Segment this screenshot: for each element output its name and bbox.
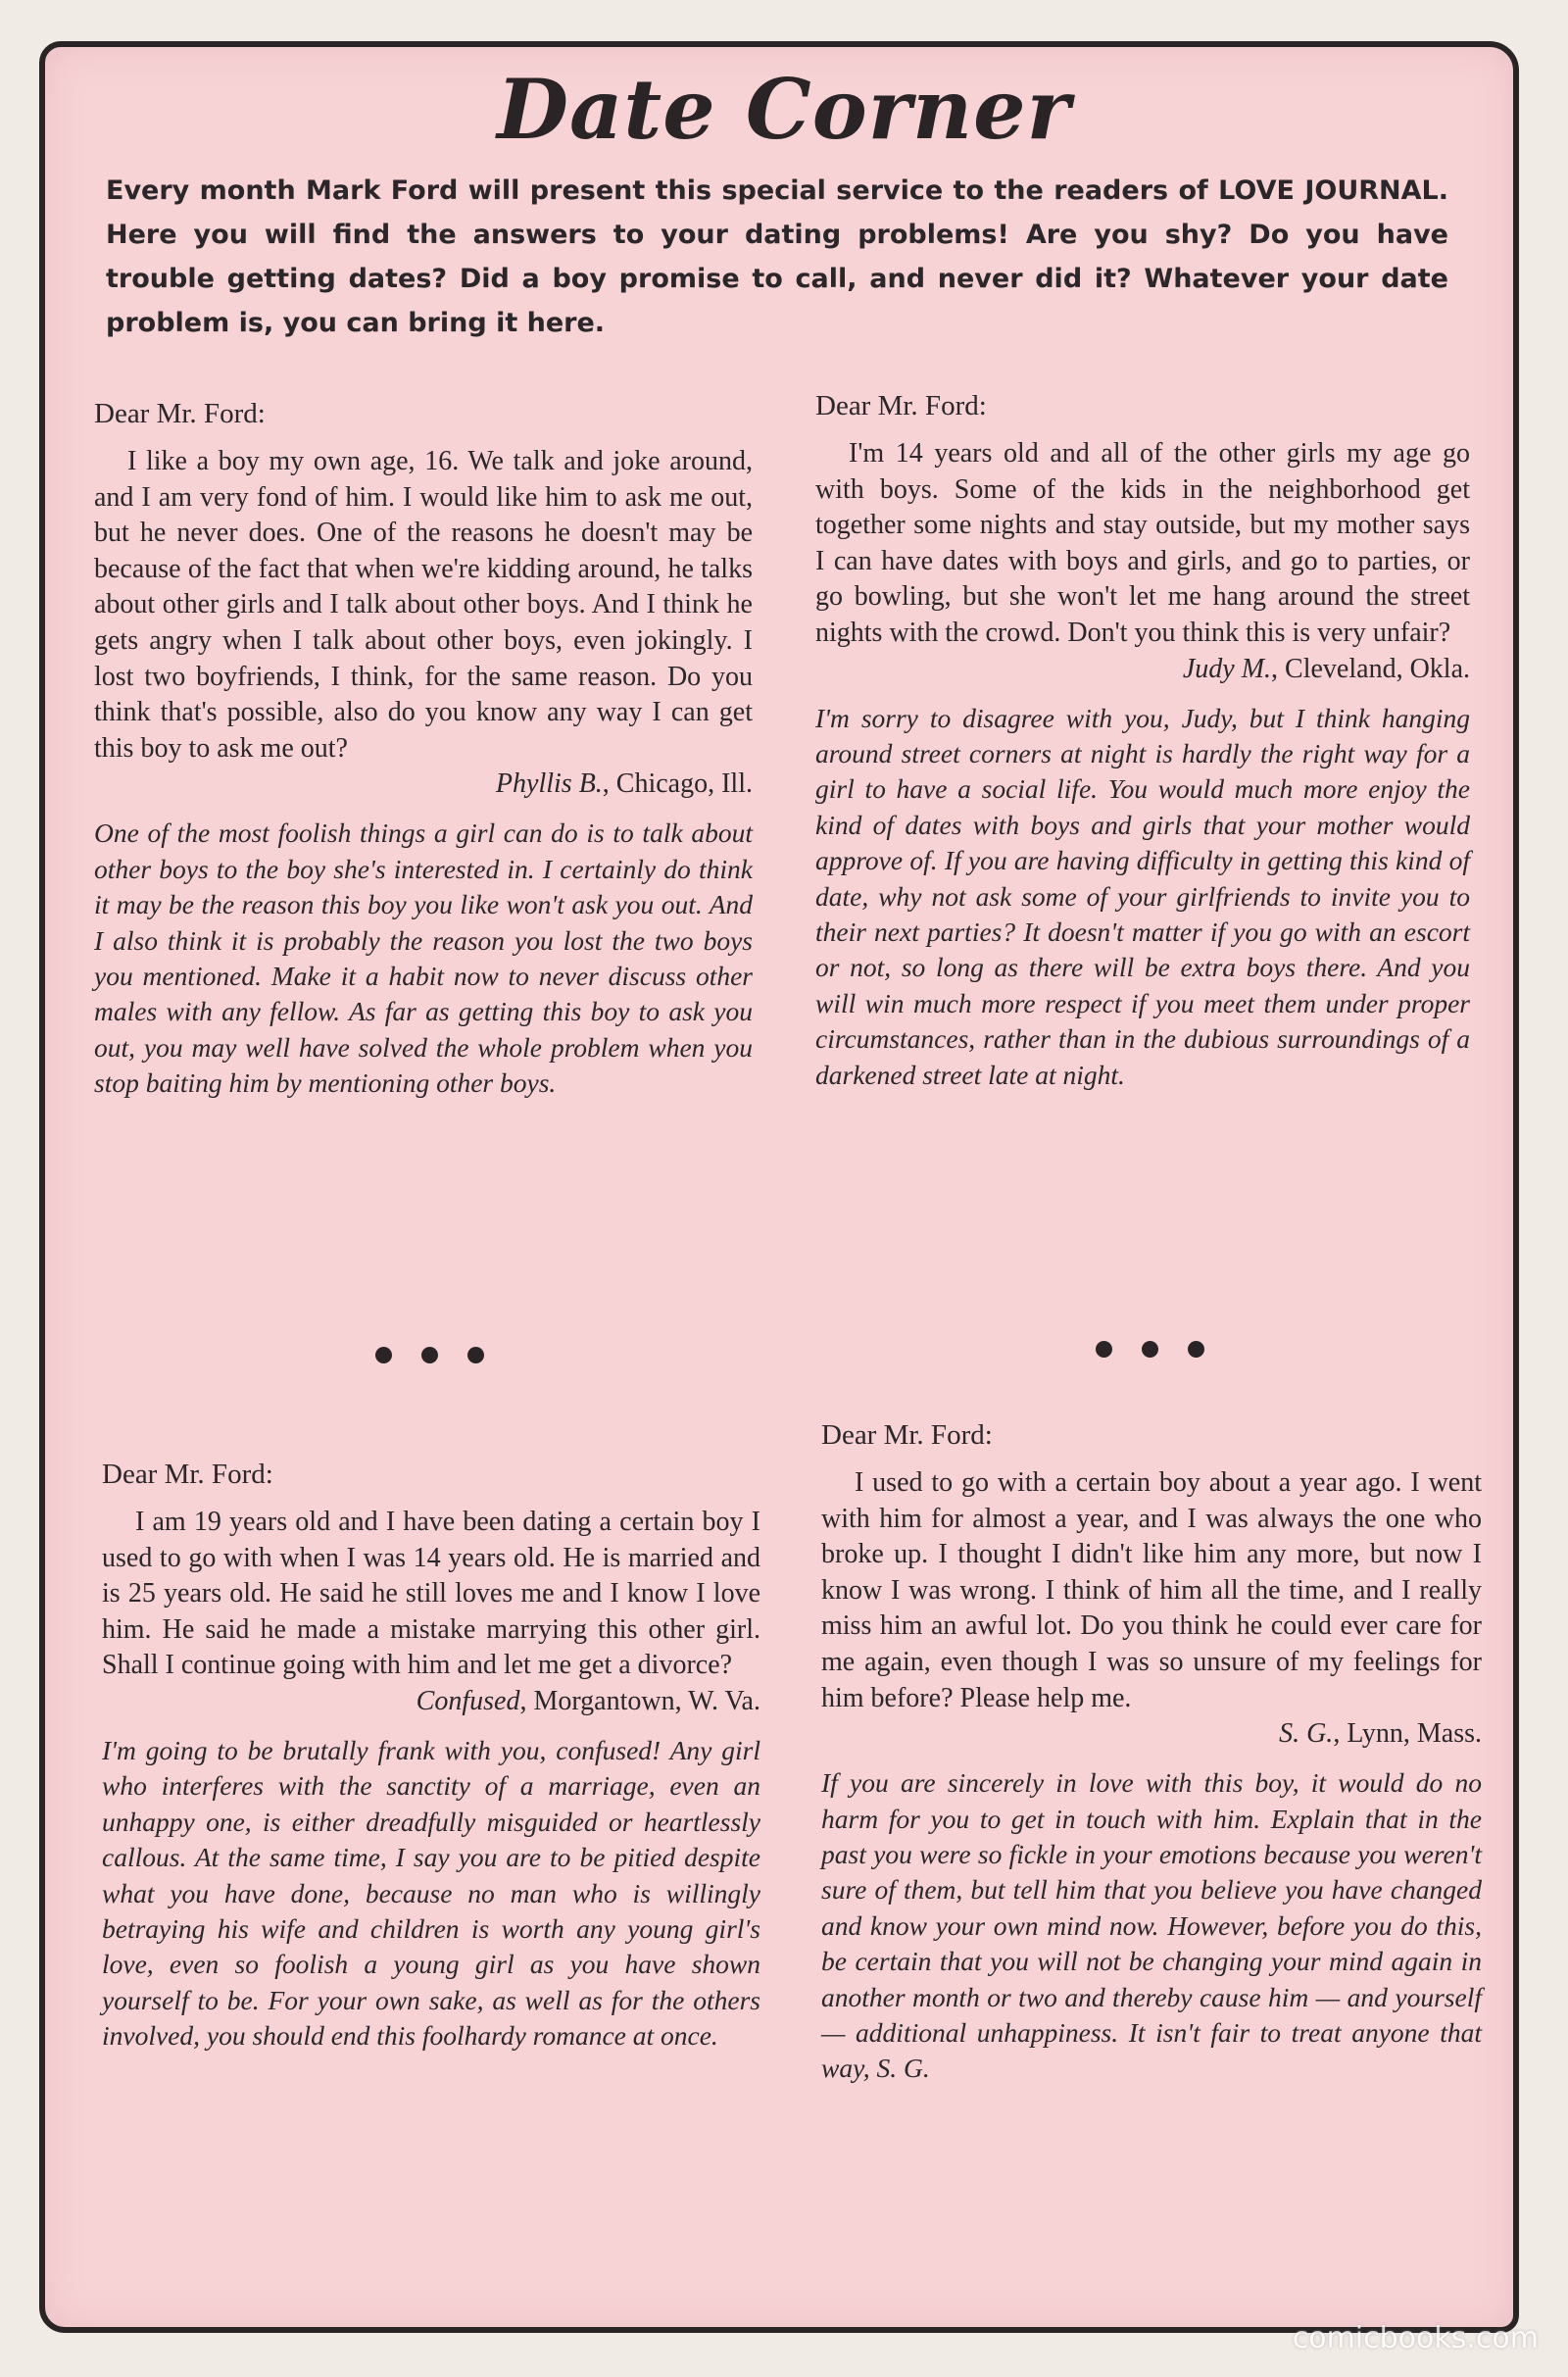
letter-entry-confused [102,1459,760,2055]
dot-icon [1096,1341,1112,1358]
page-title: Date Corner [497,61,1071,158]
signature-name: Phyllis B. [495,768,603,800]
letter-greeting: Dear Mr. Ford: [94,398,266,429]
letter-greeting: Dear Mr. Ford: [815,390,987,421]
letter-greeting: Dear Mr. Ford: [821,1419,993,1451]
reply-text: I'm going to be brutally frank with you, confused! Any girl who interferes with the sanctity of a marriage, even an unhappy one, is either dreadfully misguided or heartlessly callous. At the same time, I say you are to be pitied despite what you have done, because no man who is willingly betraying his wife and children is worth any young girl's love, even so foolish a young girl as you have shown yourself to be. For your own sake, as well as for the others involved, you should end this foolhardy romance at once. [102,1734,760,2052]
letter-entry-sg [821,1419,1482,2087]
dot-icon [467,1347,484,1363]
letter-body: I am 19 years old and I have been dating a certain boy I used to go with when I was 14 years old. He is married and is 25 years old. He said he still loves me and I know I love him. He said he made a mistake marrying this other girl. Shall I continue going with him and let me get a divorce? [102,1507,760,1681]
dot-icon [1188,1341,1204,1358]
signature-name: Judy M. [1182,653,1272,684]
signature-place: , Chicago, Ill. [602,768,753,800]
separator-dots-left [375,1347,484,1363]
reply-text: One of the most foolish things a girl can do is to talk about other boys to the boy she's interested in. I certainly do think it may be the reason this boy you like won't ask you out. And I also think it is probably the reason you lost the two boys you mentioned. Make it a habit now to never discuss other males with any fellow. As far as getting this boy to ask you out, you may well have solved the whole problem when you stop baiting him by mentioning other boys. [94,817,753,1099]
letter-body: I'm 14 years old and all of the other girls my age go with boys. Some of the kids in the neighborhood get together some nights and stay outside, but my mother says I can have dates with boys and girls, and go to parties, or go bowling, but she won't let me hang around the street nights with the crowd. Don't you think this is very unfair? [815,438,1470,648]
letter-entry-phyllis [94,398,753,1102]
intro-text: Every month Mark Ford will present this special service to the readers of LOVE JOURNAL. Here you will find the answers to your dating problems! Are you shy? Do you have trouble getting dates? Did a boy promise to call, and never did it? Whatever your date problem is, you can bring it here. [106,175,1448,338]
letter-signature [821,1716,1482,1752]
reply-text: I'm sorry to disagree with you, Judy, but I think hanging around street corners at night is hardly the right way for a girl to have a social life. You would much more enjoy the kind of dates with boys and girls that your mother would approve of. If you are having difficulty in getting this kind of date, why not ask some of your girlfriends to invite you to their next parties? It doesn't matter if you go with an escort or not, so long as there will be extra boys there. And you will win much more respect if you meet them under proper circumstances, rather than in the dubious surroundings of a darkened street late at night. [815,702,1470,1090]
letter-entry-judy [815,390,1470,1093]
letter-greeting: Dear Mr. Ford: [102,1459,273,1490]
signature-place: , Lynn, Mass. [1333,1718,1482,1750]
signature-place: , Morgantown, W. Va. [519,1685,760,1716]
letter-signature [815,652,1470,687]
letter-body: I like a boy my own age, 16. We talk and joke around, and I am very fond of him. I would like him to ask me out, but he never does. One of the reasons he doesn't may be because of the fact that when we're kidding around, he talks about other girls and I talk about other boys. And I think he gets angry when I talk about other boys, even jokingly. I lost two boyfriends, I think, for the same reason. Do you think that's possible, also do you know any way I can get this boy to ask me out? [94,446,753,764]
watermark-text: comicbooks.com [1292,2321,1539,2355]
reply-text: If you are sincerely in love with this boy, it would do no harm for you to get in touch with him. Explain that in the past you were so fickle in your emotions because you weren't sure of them, but tell him that you believe you have changed and know your own mind now. However, before you do this, be certain that you will not be changing your mind again in another month or two and thereby cause him — and yourself — additional unhappiness. It isn't fair to treat anyone that way, S. G. [821,1767,1482,2084]
letter-signature [102,1684,760,1719]
letter-signature [94,767,753,802]
dot-icon [1142,1341,1158,1358]
signature-place: , Cleveland, Okla. [1271,653,1470,684]
separator-dots-right [1096,1341,1204,1358]
signature-name: S. G. [1279,1718,1334,1750]
letter-body: I used to go with a certain boy about a year ago. I went with him for almost a year, and I was always the one who broke up. I thought I didn't like him any more, but now I know I was wrong. I think of him all the time, and I really miss him an awful lot. Do you think he could ever care for me again, even though I was so unsure of my feelings for him before? Please help me. [821,1467,1482,1713]
signature-name: Confused [416,1685,520,1716]
dot-icon [421,1347,438,1363]
dot-icon [375,1347,392,1363]
